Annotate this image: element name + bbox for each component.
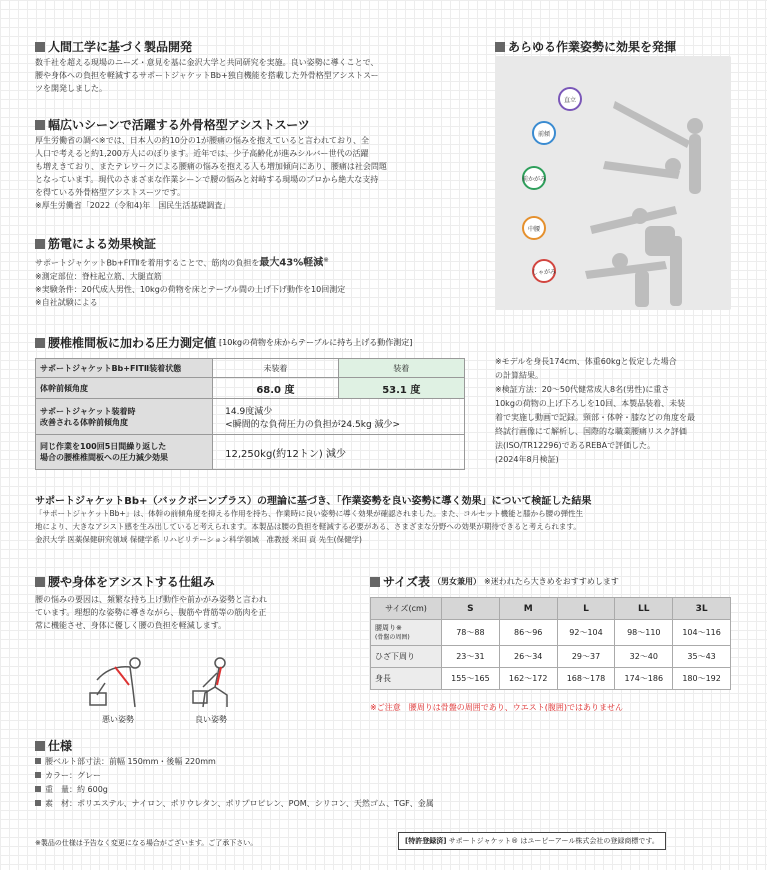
table-row: 身長 155～165 162～172 168～178 174～186 180～192 [371,668,731,690]
spec-list [35,755,434,811]
heading-marker [35,741,45,751]
good-posture-illustration [175,655,245,710]
section-heading-pressure: 腰椎椎間板に加わる圧力測定値 [10kgの荷物を床からテーブルに持ち上げる動作測定] [35,334,412,351]
emg-text: サポートジャケットBb+FITⅡを着用することで、筋肉の負担を最大43%軽減※ ※測定部位：脊柱起立筋、大腿直筋 ※実験条件：20代成人男性、10kgの荷物を床とテーブル間の上げ下げ動作を10回測定 ※自社試験による [35,256,346,307]
list-item: カラー：グレー [35,769,434,783]
table-row: サイズ(cm) S M L LL 3L [371,598,731,620]
heading-marker [35,42,45,52]
bad-posture-label: 悪い姿勢 [102,715,134,724]
verification-text: 「サポートジャケットBb+」は、体幹の前傾角度を抑える作用を持ち、作業時に良い姿勢に導く効果が確認されました。また、コルセット機能と膝から腰の弾性生 地により、大きなアシスト感を生み出していると考えられます。本製品は腰の負担を軽減する必要がある、さまざまな分野への効果が期待できると考えられます。 金沢大学 医薬保健研究領域 保健学系 リハビリテーション科学領域 准教授 米田 貢 先生(保健学) [35,509,584,544]
size-table [370,597,731,690]
heading-marker [370,577,380,587]
verification-title: サポートジャケットBb+（バックボーンプラス）の理論に基づき、「作業姿勢を良い姿勢に導く効果」について検証した結果 [35,496,592,507]
posture-photo [495,56,731,310]
reduction-highlight: 最大43%軽減 [259,257,324,269]
section-heading-scenes: 幅広いシーンで活躍する外骨格型アシストスーツ [35,116,310,133]
section-heading-ergonomics: 人間工学に基づく製品開発 [35,38,192,55]
table-row: 同じ作業を100回5日間繰り返した 場合の腰椎椎間板への圧力減少効果 12,250kg(約12トン) 減少 [36,435,464,469]
heading-marker [35,120,45,130]
posture-bubble-lean-forward: 前傾 [532,121,556,145]
list-item: 腰ベルト部寸法：前幅 150mm・後幅 220mm [35,755,434,769]
good-posture-label: 良い姿勢 [195,715,227,724]
heading-marker [35,338,45,348]
section-heading-spec: 仕様 [35,737,72,754]
heading-marker [495,42,505,52]
section-heading-size: サイズ表 （男女兼用） ※迷われたら大きめをおすすめします [370,573,619,590]
section-heading-mechanism: 腰や身体をアシストする仕組み [35,573,215,590]
table-row: 体幹前傾角度 68.0 度 53.1 度 [36,378,464,399]
section-heading-postures: あらゆる作業姿勢に効果を発揮 [495,38,676,55]
heading-marker [35,577,45,587]
pressure-note: ※モデルを身長174cm、体重60kgと仮定した場合 の計算結果。 ※検証方法：20～50代健常成人8名(男性)に重さ 10kgの荷物の上げ下ろしを10回、本製品装着、未装 着で実施し動画で記録。頸部・体幹・膝などの角度を最 終試行画像にて解析し、国際的な職業腰痛リスク評価 法(ISO/TR12296)であるREBAで評価した。 (2024年8月検証) [495,357,695,464]
section-heading-emg: 筋電による効果検証 [35,235,156,252]
ergonomics-text: 数千社を超える現場のニーズ・意見を基に金沢大学と共同研究を実施。良い姿勢に導くことで、 腰や身体への負担を軽減するサポートジャケットBb+独自機能を搭載した外骨格型アシストスー ツを開発しました。 [35,58,379,93]
heading-marker [35,239,45,249]
table-row: サポートジャケットBb+FITⅡ装着状態 未装着 装着 [36,359,464,378]
posture-bubble-stoop: 前かがみ [522,166,546,190]
list-item: 素 材：ポリエステル、ナイロン、ポリウレタン、ポリプロピレン、POM、シリコン、天然ゴム、TGF、金属 [35,797,434,811]
posture-bubble-squat: しゃがみ [532,259,556,283]
trademark-notice: [特許登録済] サポートジャケット® はユーピーアール株式会社の登録商標です。 [398,832,666,850]
table-row: サポートジャケット装着時 改善される体幹前傾角度 14.9度減少 <瞬間的な負荷圧力の負担が24.5kg 減少> [36,399,464,435]
mechanism-text: 腰の悩みの要因は、頻繁な持ち上げ動作や前かがみ姿勢と言われ ています。理想的な姿勢に導きながら、腹筋や背筋等の筋肉を正 常に機能させ、身体に優しく腰の負担を軽減します。 [35,595,267,630]
table-row: 腰周り※ (骨盤の周囲) 78～88 86～96 92～104 98～110 104～116 [371,620,731,646]
bad-posture-illustration [85,655,155,710]
size-caution: ※ご注意 腰周りは骨盤の周囲であり、ウエスト(腹囲)ではありません [370,703,623,712]
table-row: ひざ下周り 23～31 26～34 29～37 32～40 35～43 [371,646,731,668]
list-item: 重 量：約 600g [35,783,434,797]
pressure-table [35,358,465,470]
scenes-text: 厚生労働省の調べ※では、日本人の約10分の1が腰痛の悩みを抱えていると言われており、全 人口で考えると約1,200万人にのぼります。近年では、少子高齢化が進みシルバー世代の活躍 も増えきており、またテレワークによる腰痛の悩みを抱える人も増加傾向にあり、腰痛は社会問題 となっています。現代のさまざまな作業シーンで腰の悩みと対峙する現場のプロから絶大な支持 を得ている外骨格型アシストスーツです。 ※厚生労働省「2022（令和4)年 国民生活基礎調査」 [35,136,387,210]
posture-bubble-upright: 直立 [558,87,582,111]
footer-disclaimer: ※製品の仕様は予告なく変更になる場合がございます。ご了承下さい。 [35,839,258,847]
posture-bubble-half-crouch: 中腰 [522,216,546,240]
